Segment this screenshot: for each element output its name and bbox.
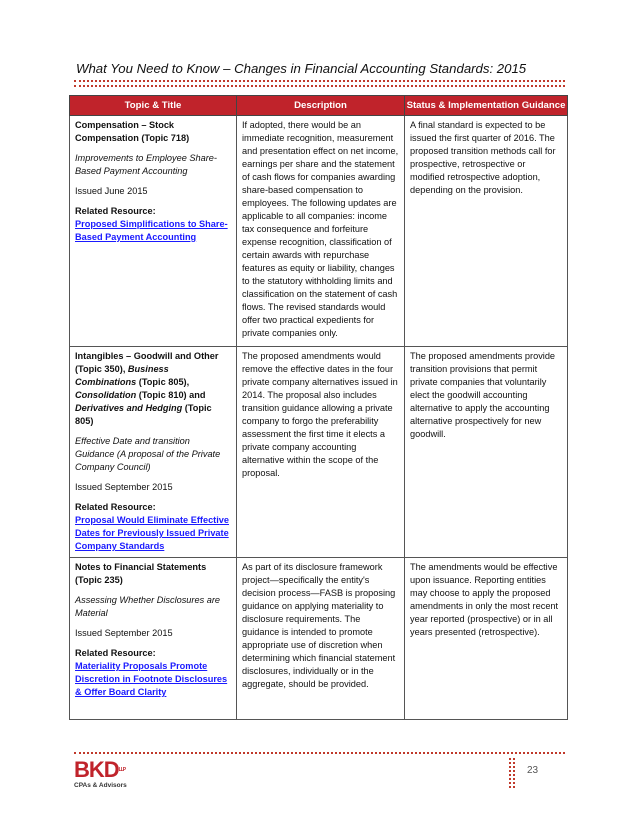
description-cell: If adopted, there would be an immediate recognition, measurement and presentation effect on net income, earnings per share and the statement of cash flows for companies awarding share-based compensation to employees. The following updates are applicable to all companies: income tax consequence and forfeiture expense recognition, classification of certain awards with repurchase features as equity or liability, changes to the statutory withholding limits and classification on the statement of cash flows. The revised standards would offer two practical expedients for private companies only. (237, 116, 405, 347)
table-row (70, 116, 568, 347)
topic-subtitle: Effective Date and transition Guidance (A proposal of the Private Company Council) (75, 436, 221, 472)
logo-tagline: CPAs & Advisors (74, 782, 127, 789)
column-header-status: Status & Implementation Guidance (405, 96, 568, 116)
footer-divider (74, 752, 565, 754)
status-cell: The proposed amendments provide transition provisions that permit private companies that voluntarily elect the goodwill accounting alternative to apply the accounting alternative prospectively for new goodwill. (405, 347, 568, 558)
title-divider-bottom (74, 85, 565, 87)
topic-cell (70, 347, 237, 558)
page-number: 23 (527, 765, 539, 776)
table-row (70, 347, 568, 558)
footer-vertical-divider (509, 758, 511, 788)
related-resource-link[interactable]: Proposal Would Eliminate Effective Dates for Previously Issued Private Company Standards (75, 515, 230, 551)
page-title: What You Need to Know – Changes in Financial Accounting Standards: 2015 (76, 61, 527, 76)
issued-date: Issued June 2015 (75, 186, 148, 196)
related-resource-link[interactable]: Proposed Simplifications to Share-Based Payment Accounting (75, 219, 228, 242)
topic-title: Notes to Financial Statements (Topic 235) (75, 562, 207, 585)
title-divider-top (74, 80, 565, 82)
status-cell: A final standard is expected to be issued the first quarter of 2016. The proposed transition methods call for prospective, retrospective or modified retrospective adoption, depending on the provision. (405, 116, 568, 347)
topic-title: Compensation – Stock Compensation (Topic 718) (75, 120, 190, 143)
column-header-description: Description (237, 96, 405, 116)
issued-date: Issued September 2015 (75, 628, 173, 638)
standards-table (69, 95, 568, 720)
related-resource-label: Related Resource: (75, 206, 156, 216)
description-cell: As part of its disclosure framework project—specifically the entity's decision process—FASB is proposing guidance on applying materiality to disclosure requirements. The guidance is intended to promote appropriate use of discretion when determining which financial statement disclosures, individually or in the aggregate, should be provided. (237, 558, 405, 720)
table-header-row (70, 96, 568, 116)
bkd-logo: $BKD^{LLP}$ CPAs & Advisors (74, 757, 127, 789)
status-cell: The amendments would be effective upon issuance. Reporting entities may choose to apply the proposed amendments in only the most recent year reported (prospective) or in all years presented (retrospective). (405, 558, 568, 720)
related-resource-link[interactable]: Materiality Proposals Promote Discretion in Footnote Disclosures & Offer Board Clarity (75, 661, 228, 697)
table-row (70, 558, 568, 720)
issued-date: Issued September 2015 (75, 482, 173, 492)
footer-vertical-divider-2 (513, 758, 515, 788)
topic-subtitle: Assessing Whether Disclosures are Material (75, 595, 221, 618)
topic-cell (70, 558, 237, 720)
related-resource-label: Related Resource: (75, 648, 156, 658)
topic-title: Intangibles – Goodwill and Other (Topic 350), Business Combinations (Topic 805), Consolidation (Topic 810) and Derivatives and Hedging (Topic 805) (75, 351, 219, 426)
column-header-topic: Topic & Title (70, 96, 237, 116)
related-resource-label: Related Resource: (75, 502, 156, 512)
description-cell: The proposed amendments would remove the effective dates in the four private company alternatives issued in 2014. The proposal also includes transition guidance allowing a private company to forgo the preferability assessment the first time it elects a private company accounting alternative within the scope of the proposal. (237, 347, 405, 558)
topic-cell (70, 116, 237, 347)
topic-subtitle: Improvements to Employee Share-Based Payment Accounting (75, 153, 217, 176)
